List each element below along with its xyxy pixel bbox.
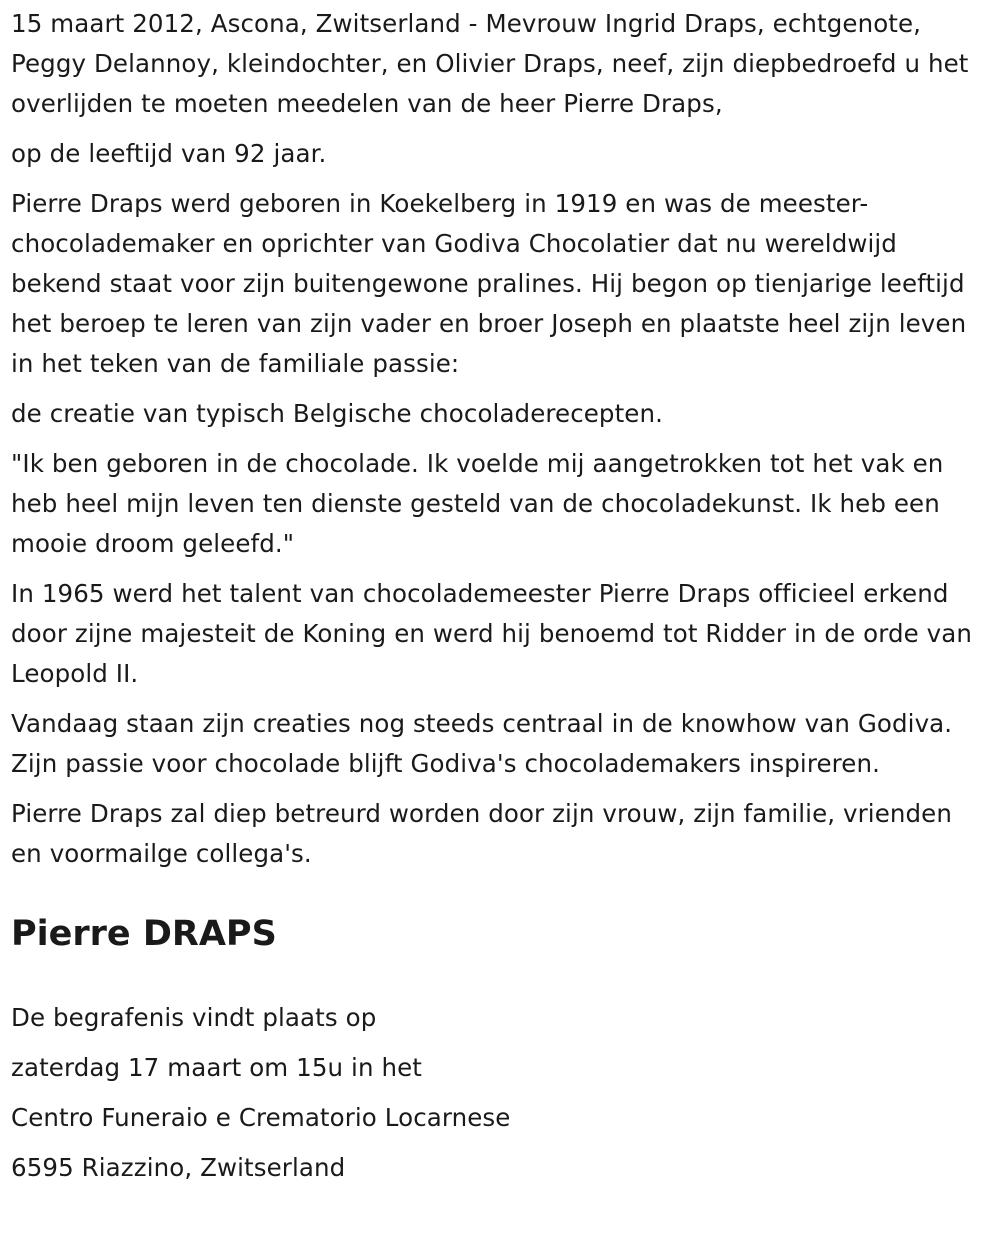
funeral-details xyxy=(11,998,988,1188)
obituary-page xyxy=(0,4,1000,1188)
quote-paragraph: "Ik ben geboren in de chocolade. Ik voelde mij aangetrokken tot het vak en heb heel mijn leven ten dienste gesteld van de chocoladekunst. Ik heb een mooie droom geleefd." xyxy=(11,449,944,558)
announcement-paragraph: In 1965 werd het talent van chocolademeester Pierre Draps officieel erkend door zijne majesteit de Koning en werd hij benoemd tot Ridder in de orde van Leopold II. xyxy=(11,579,973,688)
funeral-line: zaterdag 17 maart om 15u in het xyxy=(11,1053,422,1082)
announcement-paragraph: Vandaag staan zijn creaties nog steeds centraal in de knowhow van Godiva. Zijn passie voor chocolade blijft Godiva's chocolademakers inspireren. xyxy=(11,709,953,778)
announcement-paragraph: 15 maart 2012, Ascona, Zwitserland - Mevrouw Ingrid Draps, echtgenote, Peggy Delannoy, kleindochter, en Olivier Draps, neef, zijn diepbedroefd u het overlijden te moeten meedelen van de heer Pierre Draps, xyxy=(11,9,969,118)
funeral-line: 6595 Riazzino, Zwitserland xyxy=(11,1153,346,1182)
announcement-text xyxy=(11,4,988,874)
funeral-line: De begrafenis vindt plaats op xyxy=(11,1003,377,1032)
announcement-paragraph: op de leeftijd van 92 jaar. xyxy=(11,139,327,168)
announcement-paragraph: Pierre Draps werd geboren in Koekelberg in 1919 en was de meester-chocolademaker en oprichter van Godiva Chocolatier dat nu wereldwijd bekend staat voor zijn buitengewone pralines. Hij begon op tienjarige leeftijd het beroep te leren van zijn vader en broer Joseph en plaatste heel zijn leven in het teken van de familiale passie: xyxy=(11,189,967,378)
deceased-name-heading: Pierre DRAPS xyxy=(11,914,277,954)
announcement-paragraph: Pierre Draps zal diep betreurd worden door zijn vrouw, zijn familie, vrienden en voormailge collega's. xyxy=(11,799,952,868)
announcement-paragraph: de creatie van typisch Belgische chocoladerecepten. xyxy=(11,399,663,428)
funeral-line: Centro Funeraio e Crematorio Locarnese xyxy=(11,1103,511,1132)
